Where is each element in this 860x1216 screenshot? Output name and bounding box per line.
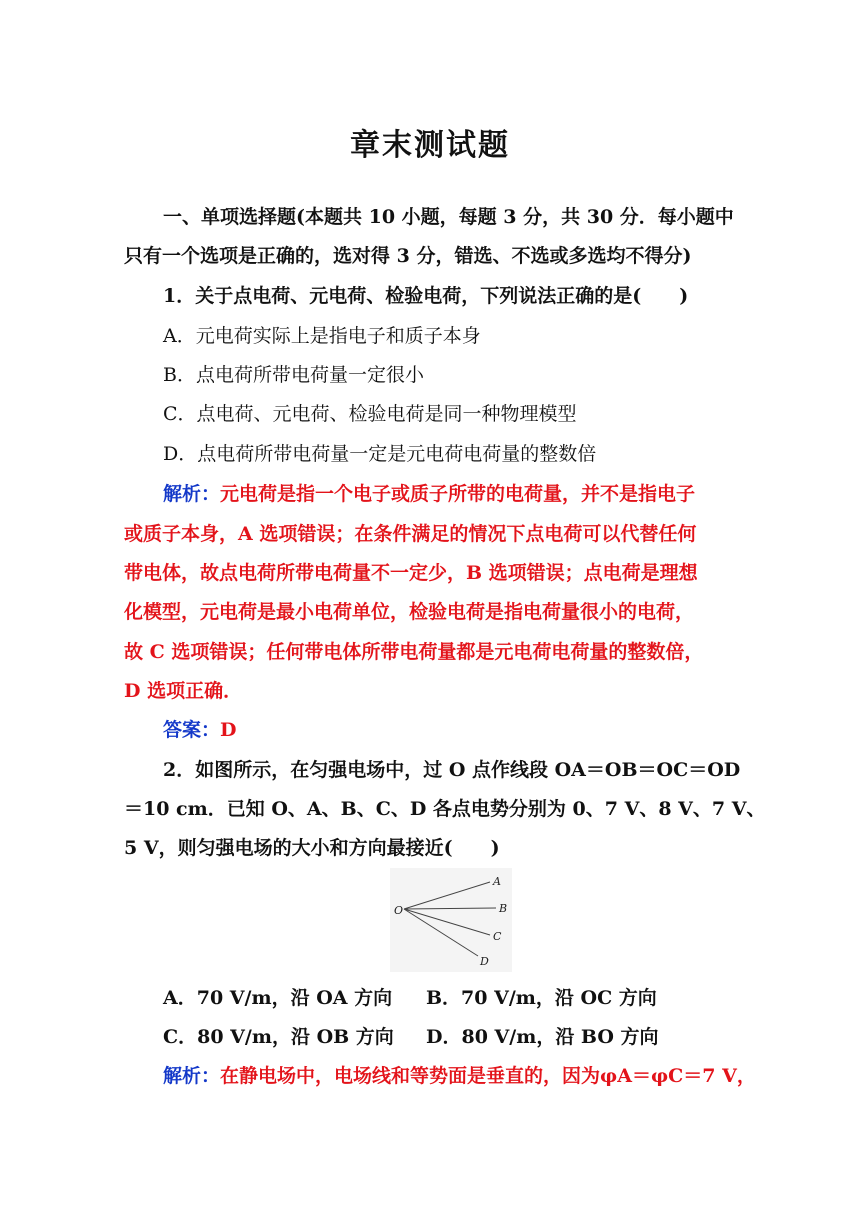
analysis-label: 解析： (163, 483, 221, 505)
question-2-stem-line-2: ＝10 cm．已知 O、A、B、C、D 各点电势分别为 0、7 V、8 V、7 V、 (124, 798, 766, 820)
question-2-stem-line-3: 5 V，则匀强电场的大小和方向最接近( ) (124, 837, 500, 859)
question-2-option-a: A．70 V/m，沿 OA 方向 (163, 987, 393, 1009)
question-2-analysis-line-1: 解析：在静电场中，电场线和等势面是垂直的，因为φA＝φC＝7 V， (163, 1065, 756, 1087)
question-1-analysis-line-6: D 选项正确． (124, 680, 243, 702)
question-1-analysis-line-2: 或质子本身，A 选项错误；在条件满足的情况下点电荷可以代替任何 (124, 523, 697, 545)
question-1-analysis-line-3: 带电体，故点电荷所带电荷量不一定少，B 选项错误；点电荷是理想 (124, 562, 698, 584)
question-2-option-b: B．70 V/m，沿 OC 方向 (426, 987, 657, 1009)
question-1-option-a: A．元电荷实际上是指电子和质子本身 (163, 325, 481, 347)
answer-label: 答案： (163, 719, 221, 741)
label-o: O (394, 904, 404, 917)
field-lines-diagram (390, 868, 512, 972)
question-1-option-c: C．点电荷、元电荷、检验电荷是同一种物理模型 (163, 403, 577, 425)
section-heading: 一、单项选择题 (163, 206, 297, 228)
question-1-answer (163, 716, 743, 744)
question-1-stem: 1．关于点电荷、元电荷、检验电荷，下列说法正确的是( ) (163, 285, 689, 307)
label-d: D (480, 955, 489, 968)
page-title: 章末测试题 (350, 128, 510, 163)
question-2-option-d: D．80 V/m，沿 BO 方向 (426, 1026, 659, 1048)
question-1-option-b: B．点电荷所带电荷量一定很小 (163, 364, 424, 386)
question-2-stem-line-1: 2．如图所示，在匀强电场中，过 O 点作线段 OA＝OB＝OC＝OD (163, 759, 741, 781)
section-rules-line-1 (163, 203, 743, 231)
question-2-figure (390, 868, 512, 972)
question-1-analysis-line-1: 解析：元电荷是指一个电子或质子所带的电荷量，并不是指电子 (163, 483, 696, 505)
analysis-label-2: 解析： (163, 1065, 221, 1087)
label-b: B (499, 902, 508, 915)
question-1-analysis-line-5: 故 C 选项错误；任何带电体所带电荷量都是元电荷电荷量的整数倍， (124, 641, 704, 663)
question-1-analysis-line-4: 化模型，元电荷是最小电荷单位，检验电荷是指电荷量很小的电荷， (124, 601, 695, 623)
label-a: A (493, 875, 501, 888)
answer-value: D (220, 719, 237, 741)
section-rules-line-2: 只有一个选项是正确的，选对得 3 分，错选、不选或多选均不得分) (124, 245, 692, 267)
question-1-option-d: D．点电荷所带电荷量一定是元电荷电荷量的整数倍 (163, 443, 597, 465)
question-2-option-c: C．80 V/m，沿 OB 方向 (163, 1026, 394, 1048)
label-c: C (493, 930, 502, 943)
section-rules-text-1: (本题共 10 小题，每题 3 分，共 30 分．每小题中 (296, 206, 734, 228)
